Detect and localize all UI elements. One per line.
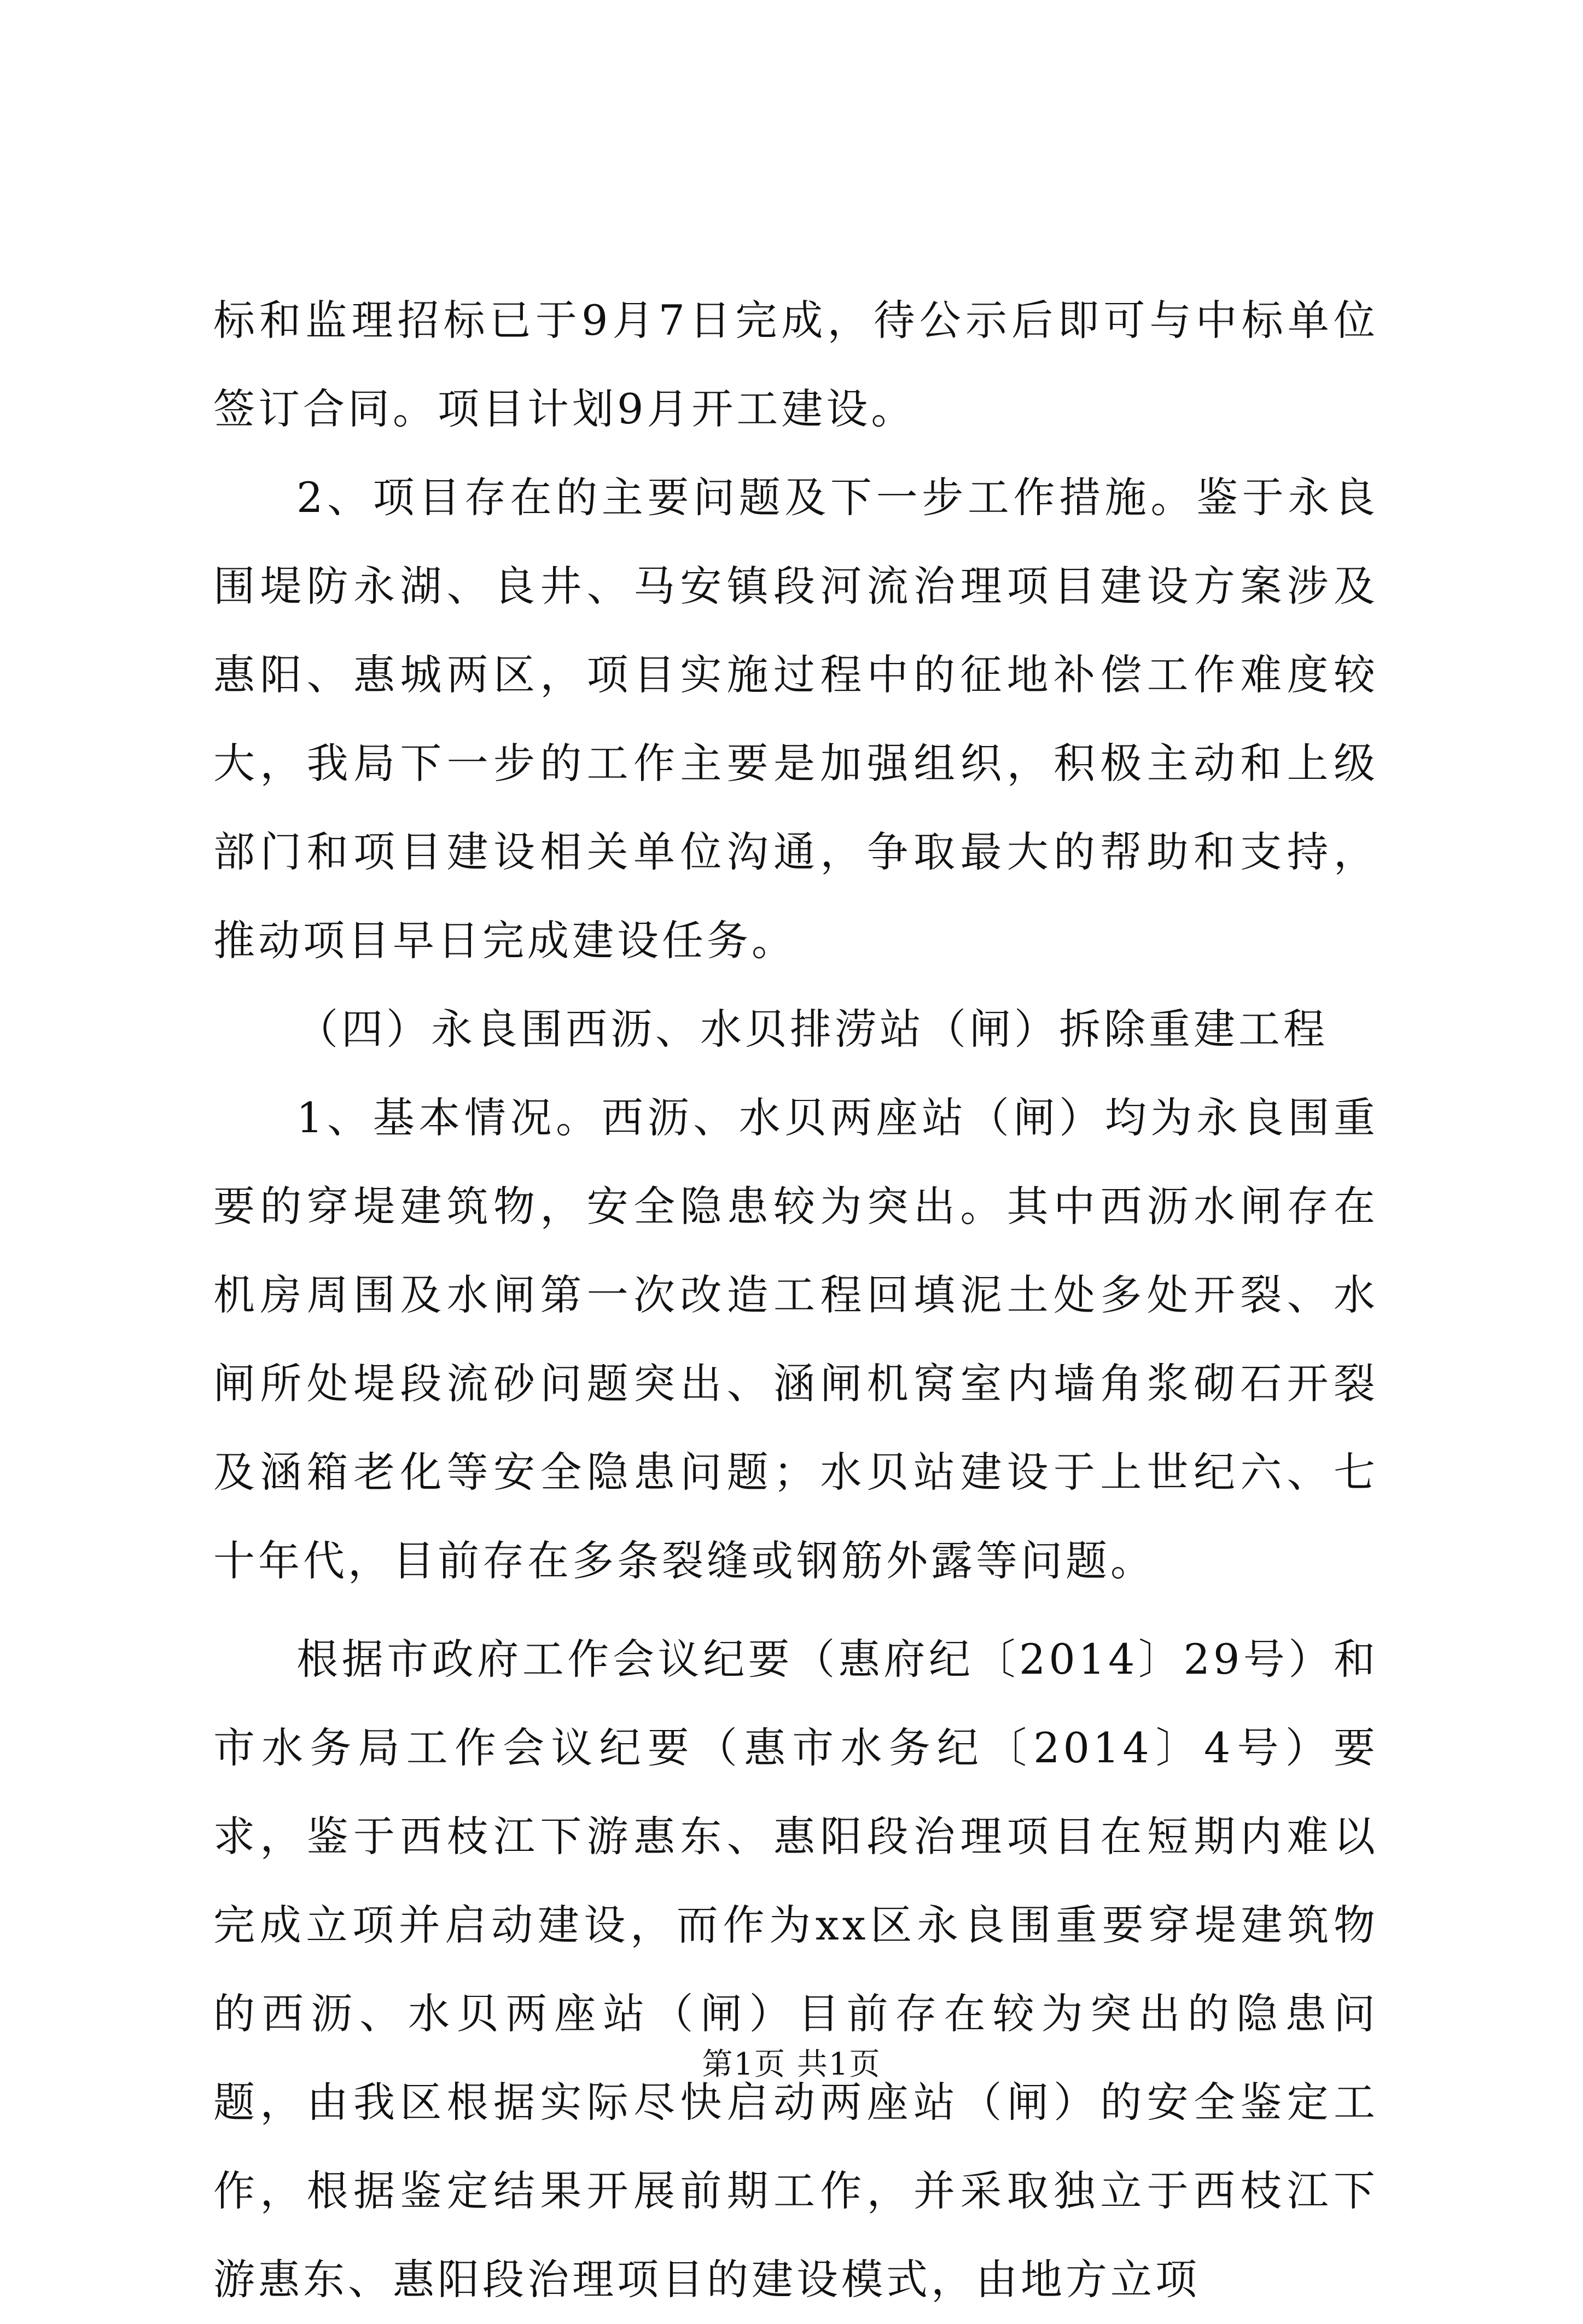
page-footer: 第1页 共1页 <box>702 2047 881 2082</box>
paragraph-basic-situation: 1、基本情况。西沥、水贝两座站（闸）均为永良围重要的穿堤建筑物，安全隐患较为突出。其中西沥水闸存在机房周围及水闸第一次改造工程回填泥土处多处开裂、水闸所处堤段流砂问题突出、涵闸机窝室内墙角浆砌石开裂及涵箱老化等安全隐患问题；水贝站建设于上世纪六、七十年代，目前存在多条裂缝或钢筋外露等问题。 <box>213 1093 1378 1585</box>
section-heading-4: （四）永良围西沥、水贝排涝站（闸）拆除重建工程 <box>296 1005 1328 1053</box>
paragraph-meeting-minutes: 根据市政府工作会议纪要（惠府纪〔2014〕29号）和市水务局工作会议纪要（惠市水务纪〔2014〕4号）要求，鉴于西枝江下游惠东、惠阳段治理项目在短期内难以完成立项并启动建设，而作为xx区永良围重要穿堤建筑物的西沥、水贝两座站（闸）目前存在较为突出的隐患问题，由我区根据实际尽快启动两座站（闸）的安全鉴定工作，根据鉴定结果开展前期工作，并采取独立于西枝江下游惠东、惠阳段治理项目的建设模式，由地方立项 <box>213 1635 1378 2304</box>
paragraph-continuation: 标和监理招标已于9月7日完成，待公示后即可与中标单位签订合同。项目计划9月开工建设。 <box>213 296 1378 433</box>
document-body <box>213 276 1378 2324</box>
paragraph-problems-and-measures: 2、项目存在的主要问题及下一步工作措施。鉴于永良围堤防永湖、良井、马安镇段河流治理项目建设方案涉及惠阳、惠城两区，项目实施过程中的征地补偿工作难度较大，我局下一步的工作主要是加强组织，积极主动和上级部门和项目建设相关单位沟通，争取最大的帮助和支持，推动项目早日完成建设任务。 <box>213 473 1378 965</box>
